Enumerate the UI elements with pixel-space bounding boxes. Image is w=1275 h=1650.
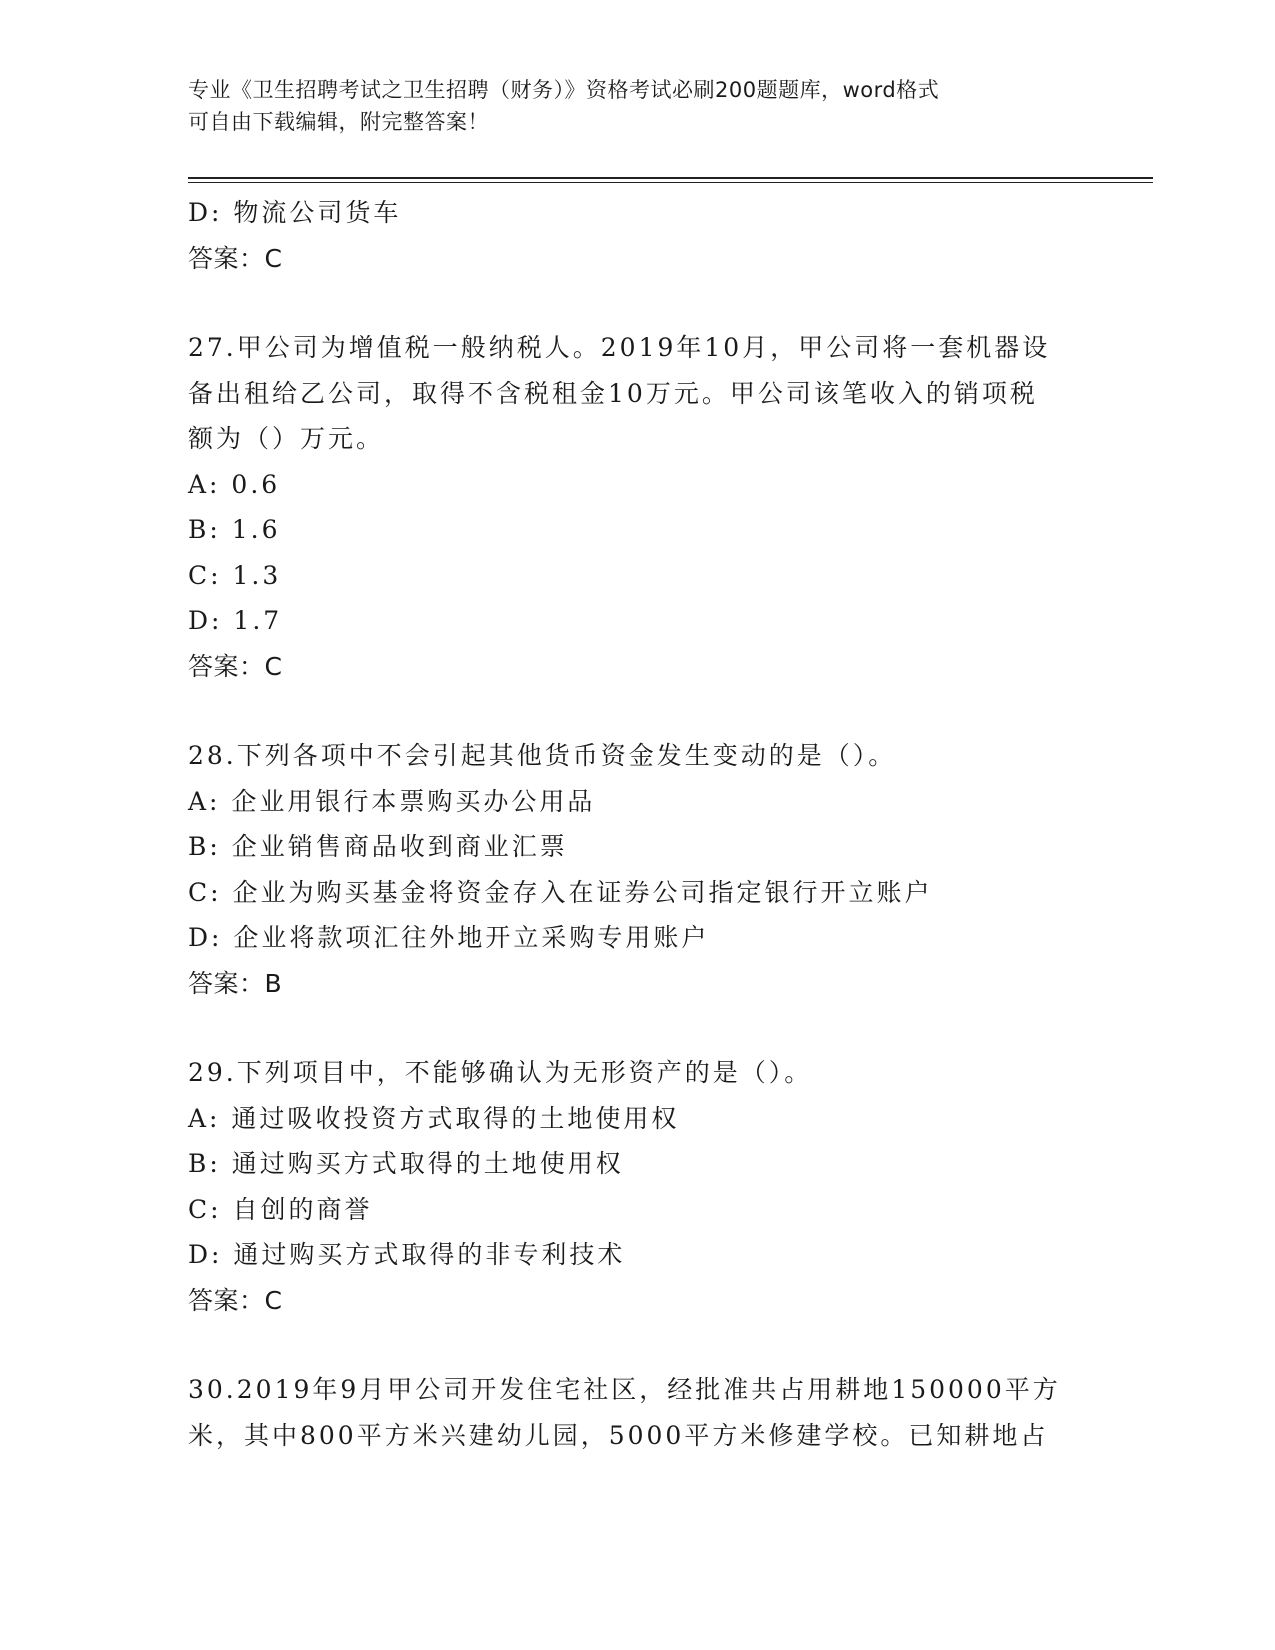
header-divider-thin [188,182,1153,183]
question-list [188,190,1088,1458]
header-divider-thick [188,177,1153,179]
header-line-2: 可自由下载编辑，附完整答案！ [188,110,489,134]
question-block-30 [188,1367,1088,1458]
question-stem-line: 30.2019年9月甲公司开发住宅社区，经批准共占用耕地150000平方 [188,1375,1061,1404]
option-c: C: 1.3 [188,560,282,590]
option-b: B: 通过购买方式取得的土地使用权 [188,1149,624,1178]
option-a: A: 0.6 [188,469,281,499]
option-c: C: 企业为购买基金将资金存入在证券公司指定银行开立账户 [188,877,933,907]
answer-line: 答案：C [188,1285,283,1315]
option-d: D: 1.7 [188,606,283,635]
question-spacer [188,689,1088,733]
document-header [188,74,1088,138]
option-b: B: 企业销售商品收到商业汇票 [188,832,568,861]
option-d: D: 物流公司货车 [188,198,402,227]
question-spacer [188,1006,1088,1050]
answer-line: 答案：C [188,651,283,681]
question-block-27 [188,325,1088,689]
question-stem-line: 27.甲公司为增值税一般纳税人。2019年10月，甲公司将一套机器设 [188,333,1051,362]
option-d: D: 通过购买方式取得的非专利技术 [188,1240,626,1269]
option-c: C: 自创的商誉 [188,1194,373,1224]
option-d: D: 企业将款项汇往外地开立采购专用账户 [188,923,710,952]
option-b: B: 1.6 [188,515,281,544]
question-stem-line: 28.下列各项中不会引起其他货币资金发生变动的是（）。 [188,741,897,770]
answer-line: 答案：C [188,243,283,273]
option-a: A: 通过吸收投资方式取得的土地使用权 [188,1103,680,1133]
option-a: A: 企业用银行本票购买办公用品 [188,786,596,816]
question-block-26 [188,190,1088,281]
question-stem-line: 备出租给乙公司，取得不含税租金10万元。甲公司该笔收入的销项税 [188,378,1038,408]
question-stem-line: 29.下列项目中，不能够确认为无形资产的是（）。 [188,1058,813,1087]
question-stem-line: 米，其中800平方米兴建幼儿园，5000平方米修建学校。已知耕地占 [188,1420,1049,1450]
answer-line: 答案：B [188,968,283,998]
question-stem-line: 额为（）万元。 [188,424,385,453]
header-line-1: 专业《卫生招聘考试之卫生招聘（财务）》资格考试必刷200题题库，word格式 [188,78,940,102]
question-block-28 [188,733,1088,1006]
question-spacer [188,281,1088,325]
question-block-29 [188,1050,1088,1323]
question-spacer [188,1323,1088,1367]
